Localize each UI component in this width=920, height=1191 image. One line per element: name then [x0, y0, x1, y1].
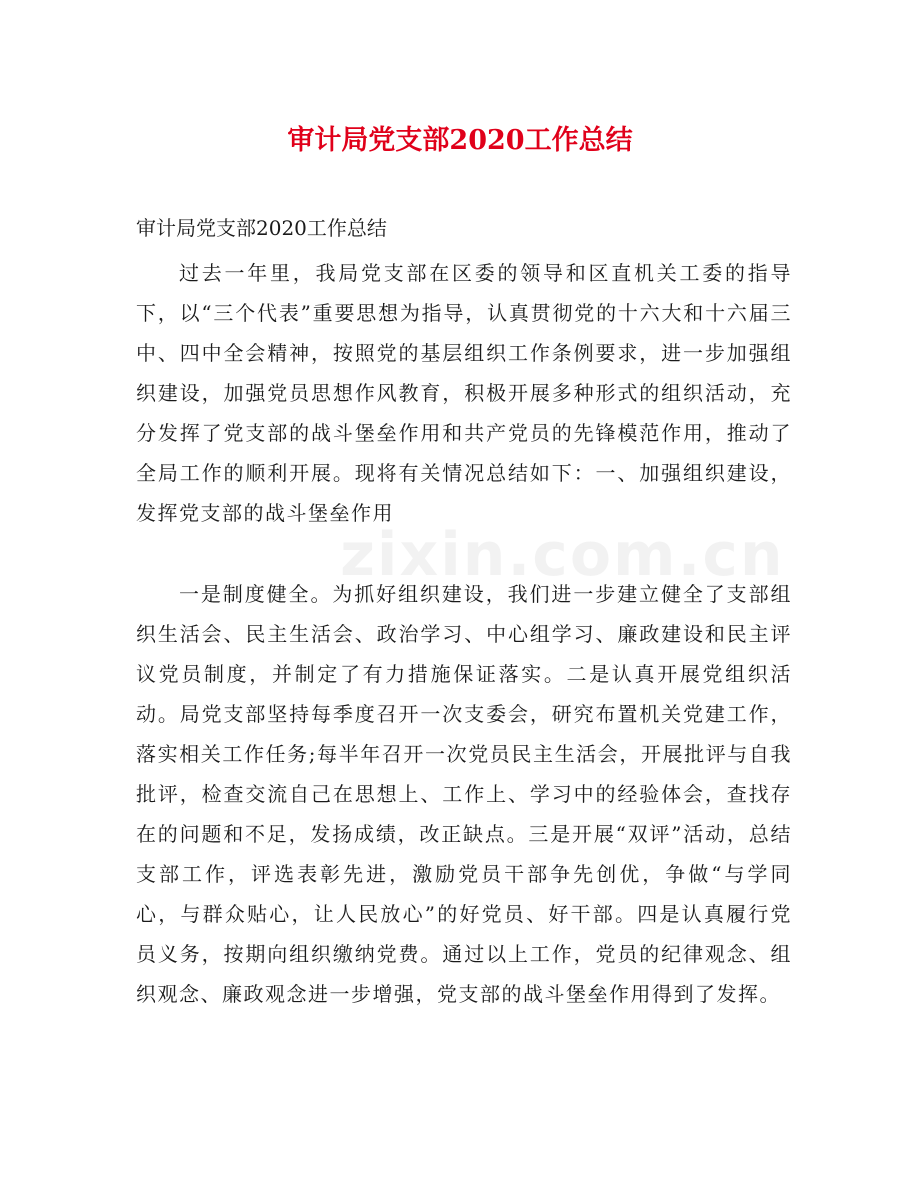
- watermark: zixin.com.cn: [340, 520, 785, 590]
- paragraph-1: 过去一年里，我局党支部在区委的领导和区直机关工委的指导下，以“三个代表”重要思想为指导，认真贯彻党的十六大和十六届三中、四中全会精神，按照党的基层组织工作条例要求，进一步加强组织建设，加强党员思想作风教育，积极开展多种形式的组织活动，充分发挥了党支部的战斗堡垒作用和共产党员的先锋模范作用，推动了全局工作的顺利开展。现将有关情况总结如下：一、加强组织建设，发挥党支部的战斗堡垒作用: [136, 261, 792, 525]
- paragraph-2: 一是制度健全。为抓好组织建设，我们进一步建立健全了支部组织生活会、民主生活会、政治学习、中心组学习、廉政建设和民主评议党员制度，并制定了有力措施保证落实。二是认真开展党组织活动。局党支部坚持每季度召开一次支委会，研究布置机关党建工作，落实相关工作任务;每半年召开一次党员民主生活会，开展批评与自我批评，检查交流自己在思想上、工作上、学习中的经验体会，查找存在的问题和不足，发扬成绩，改正缺点。三是开展“双评”活动，总结支部工作，评选表彰先进，激励党员干部争先创优，争做“与学同心，与群众贴心，让人民放心”的好党员、好干部。四是认真履行党员义务，按期向组织缴纳党费。通过以上工作，党员的纪律观念、组织观念、廉政观念进一步增强，党支部的战斗堡垒作用得到了发挥。: [136, 582, 792, 1006]
- document-title: 审计局党支部2020工作总结: [287, 125, 633, 156]
- document-subtitle: 审计局党支部2020工作总结: [136, 216, 387, 240]
